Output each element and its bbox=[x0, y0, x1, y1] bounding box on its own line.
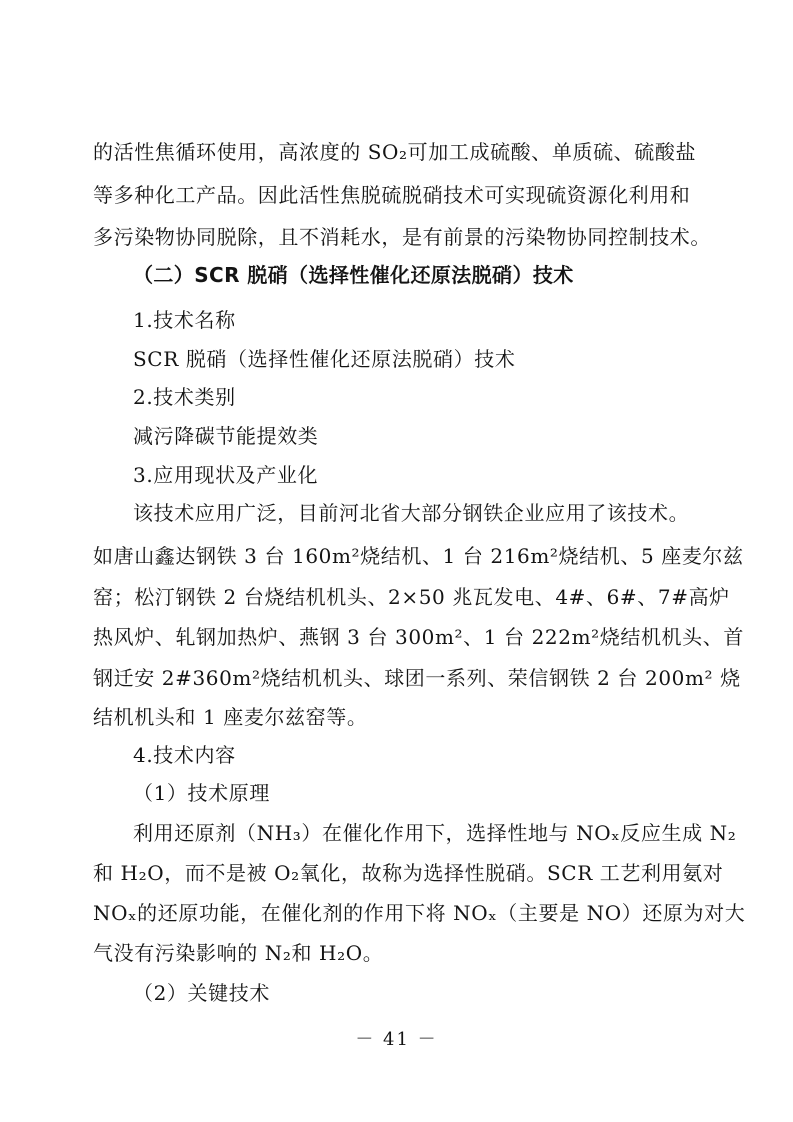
paragraph-line: 的活性焦循环使用，高浓度的 SO₂可加工成硫酸、单质硫、硫酸盐 bbox=[93, 140, 697, 164]
page-number: － 41 － bbox=[355, 1029, 438, 1050]
paragraph-line: 气没有污染影响的 N₂和 H₂O。 bbox=[93, 941, 384, 965]
paragraph-line: 钢迁安 2#360m²烧结机机头、球团一系列、荣信钢铁 2 台 200m² 烧 bbox=[93, 666, 741, 690]
paragraph-line: 多污染物协同脱除，且不消耗水，是有前景的污染物协同控制技术。 bbox=[93, 225, 711, 249]
subheading: （2）关键技术 bbox=[133, 981, 270, 1005]
paragraph-line: 等多种化工产品。因此活性焦脱硫脱硝技术可实现硫资源化利用和 bbox=[93, 183, 691, 207]
paragraph-line: 结机机头和 1 座麦尔兹窑等。 bbox=[93, 705, 368, 729]
paragraph-line: 利用还原剂（NH₃）在催化作用下，选择性地与 NOₓ反应生成 N₂ bbox=[133, 821, 737, 845]
paragraph-line: 和 H₂O，而不是被 O₂氧化，故称为选择性脱硝。SCR 工艺利用氨对 bbox=[93, 861, 724, 885]
subheading: 1.技术名称 bbox=[133, 308, 236, 332]
subheading: 2.技术类别 bbox=[133, 385, 236, 409]
paragraph-line: 窑；松汀钢铁 2 台烧结机机头、2×50 兆瓦发电、4#、6#、7#高炉 bbox=[93, 585, 730, 609]
subheading: 4.技术内容 bbox=[133, 743, 236, 767]
paragraph-line: 减污降碳节能提效类 bbox=[133, 424, 319, 448]
paragraph-line: SCR 脱硝（选择性催化还原法脱硝）技术 bbox=[133, 347, 516, 371]
paragraph-line: 如唐山鑫达钢铁 3 台 160m²烧结机、1 台 216m²烧结机、5 座麦尔兹 bbox=[93, 544, 744, 568]
paragraph-line: NOₓ的还原功能，在催化剂的作用下将 NOₓ（主要是 NO）还原为对大 bbox=[93, 901, 746, 925]
paragraph-line: 热风炉、轧钢加热炉、燕钢 3 台 300m²、1 台 222m²烧结机机头、首 bbox=[93, 625, 744, 649]
paragraph-line: 该技术应用广泛，目前河北省大部分钢铁企业应用了该技术。 bbox=[133, 501, 690, 525]
section-heading: （二）SCR 脱硝（选择性催化还原法脱硝）技术 bbox=[133, 263, 574, 287]
subheading: （1）技术原理 bbox=[133, 781, 270, 805]
subheading: 3.应用现状及产业化 bbox=[133, 463, 319, 487]
